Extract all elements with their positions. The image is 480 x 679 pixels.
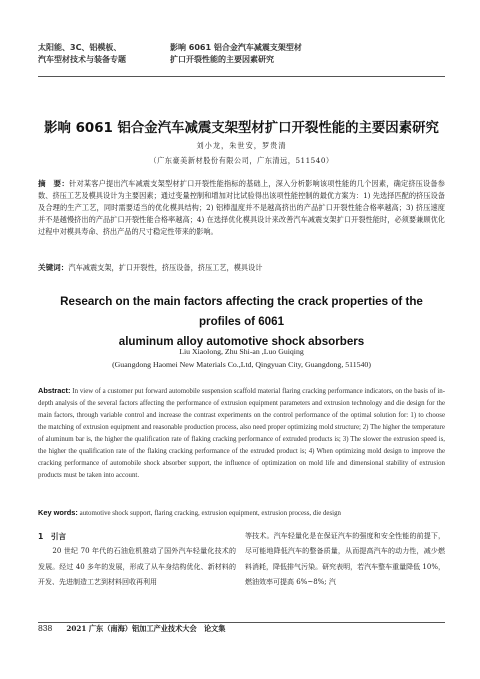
header-paper-title-line1: 影响 6061 铝合金汽车减震支架型材	[170, 43, 302, 52]
paper-title-en-line1: Research on the main factors affecting the crack properties of the profiles of 6061	[60, 295, 423, 328]
header-topic-line2: 汽车型材技术与装备专题	[38, 55, 126, 64]
keywords-en	[38, 508, 445, 517]
paper-title-en-line2: aluminum alloy automotive shock absorbers	[118, 335, 365, 348]
section-heading: 1 引言	[38, 532, 67, 541]
keywords-cn-label: 关键词：	[38, 263, 69, 272]
keywords-en-label: Key words:	[38, 508, 78, 517]
header-rule	[38, 76, 445, 77]
paper-title-cn: 影响 6061 铝合金汽车减震支架型材扩口开裂性能的主要因素研究	[44, 121, 439, 136]
header-topic-line1: 太阳能、3C、铝模板、	[38, 43, 122, 52]
abstract-en	[38, 385, 445, 482]
running-header	[38, 40, 445, 74]
body-column-right	[245, 529, 445, 590]
header-paper-title	[170, 42, 445, 66]
page-number: 838	[38, 623, 53, 633]
conference-name: 2021 广东（南海）铝加工产业技术大会 论文集	[66, 624, 226, 633]
header-topic	[38, 42, 166, 66]
body-column-left	[38, 529, 236, 590]
running-footer	[38, 623, 445, 634]
affiliation-cn: （广东豪美新材股份有限公司，广东清远，511540）	[149, 156, 334, 165]
keywords-cn-text: 汽车减震支架，扩口开裂性，挤压设备，挤压工艺，模具设计	[68, 263, 263, 272]
section-text-left: 20 世纪 70 年代的石油危机推动了国外汽车轻量化技术的发展。经过 40 多年的发展，形成了从车身结构优化、新材料的开发、先进制造工艺到材料回收再利用	[38, 547, 236, 586]
abstract-cn	[38, 178, 445, 238]
authors-cn: 刘小龙，朱世安，罗贵清	[196, 141, 287, 150]
abstract-en-label: Abstract:	[38, 386, 71, 395]
affiliation-en: (Guangdong Haomei New Materials Co.,Ltd, Qingyuan City, Guangdong, 511540)	[112, 360, 371, 369]
section-text-right: 等技术。汽车轻量化是在保证汽车的强度和安全性能的前提下，尽可能地降低汽车的整备质量，从而提高汽车的动力性，减少燃料消耗，降低排气污染。研究表明，若汽车整车重量降低 10%，燃油效率可提高 6%~8%; 汽	[245, 532, 445, 586]
abstract-cn-text: 针对某客户提出汽车减震支架型材扩口开裂性能指标的基础上，深入分析影响该项性能的几个因素，确定挤压设备参数、挤压工艺及模具设计为主要因素；通过变量控制和增加对比试验得出该项性能控制的最优方案为：1) 先选择匹配的挤压设备及合理的生产工艺，同时需要适当的优化模具结构；2) 铝棒温度并不是越高挤出的产品扩口开裂性能合格率越高；3) 挤压速度并不是越慢挤出的产品扩口开裂性能合格率越高；4) 在选择优化模具设计来改善汽车减震支架扩口开裂性能时，必须要兼顾优化过程中对模具寿命、挤出产品的尺寸稳定性带来的影响。	[38, 179, 445, 236]
keywords-en-text: automotive shock support, flaring cracking, extrusion equipment, extrusion process, die design	[79, 510, 341, 517]
abstract-en-text: In view of a customer put forward automobile suspension scaffold material flaring cracking performance indicators, on the basis of in-depth analysis of the several factors affecting the performance of extrusion equipment parameters and extrusion technology and die design for the main factors, through variable control and increase the contrast experiments on the control performance of the optimal solution for: 1) to choose the matching of extrusion equipment and reasonable production process, also need proper optimizing mold structure; 2) The higher the temperature of aluminum bar is, the higher the qualification rate of flaking cracking performance of extruded products is; 3) The slower the extrusion speed is, the higher the qualification rate of the flaking cracking performance of the extruded product is; 4) When optimizing mold design to improve the cracking performance of automobile shock absorber support, the influence of optimization on mold life and dimensional stability of extrusion products must be taken into account.	[38, 388, 445, 479]
keywords-cn	[38, 262, 445, 273]
header-paper-title-line2: 扩口开裂性能的主要因素研究	[170, 55, 274, 64]
paper-title-en	[38, 292, 445, 352]
abstract-cn-label: 摘 要：	[38, 179, 70, 188]
authors-en: Liu Xiaolong, Zhu Shi-an ,Luo Guiqing	[179, 347, 304, 356]
